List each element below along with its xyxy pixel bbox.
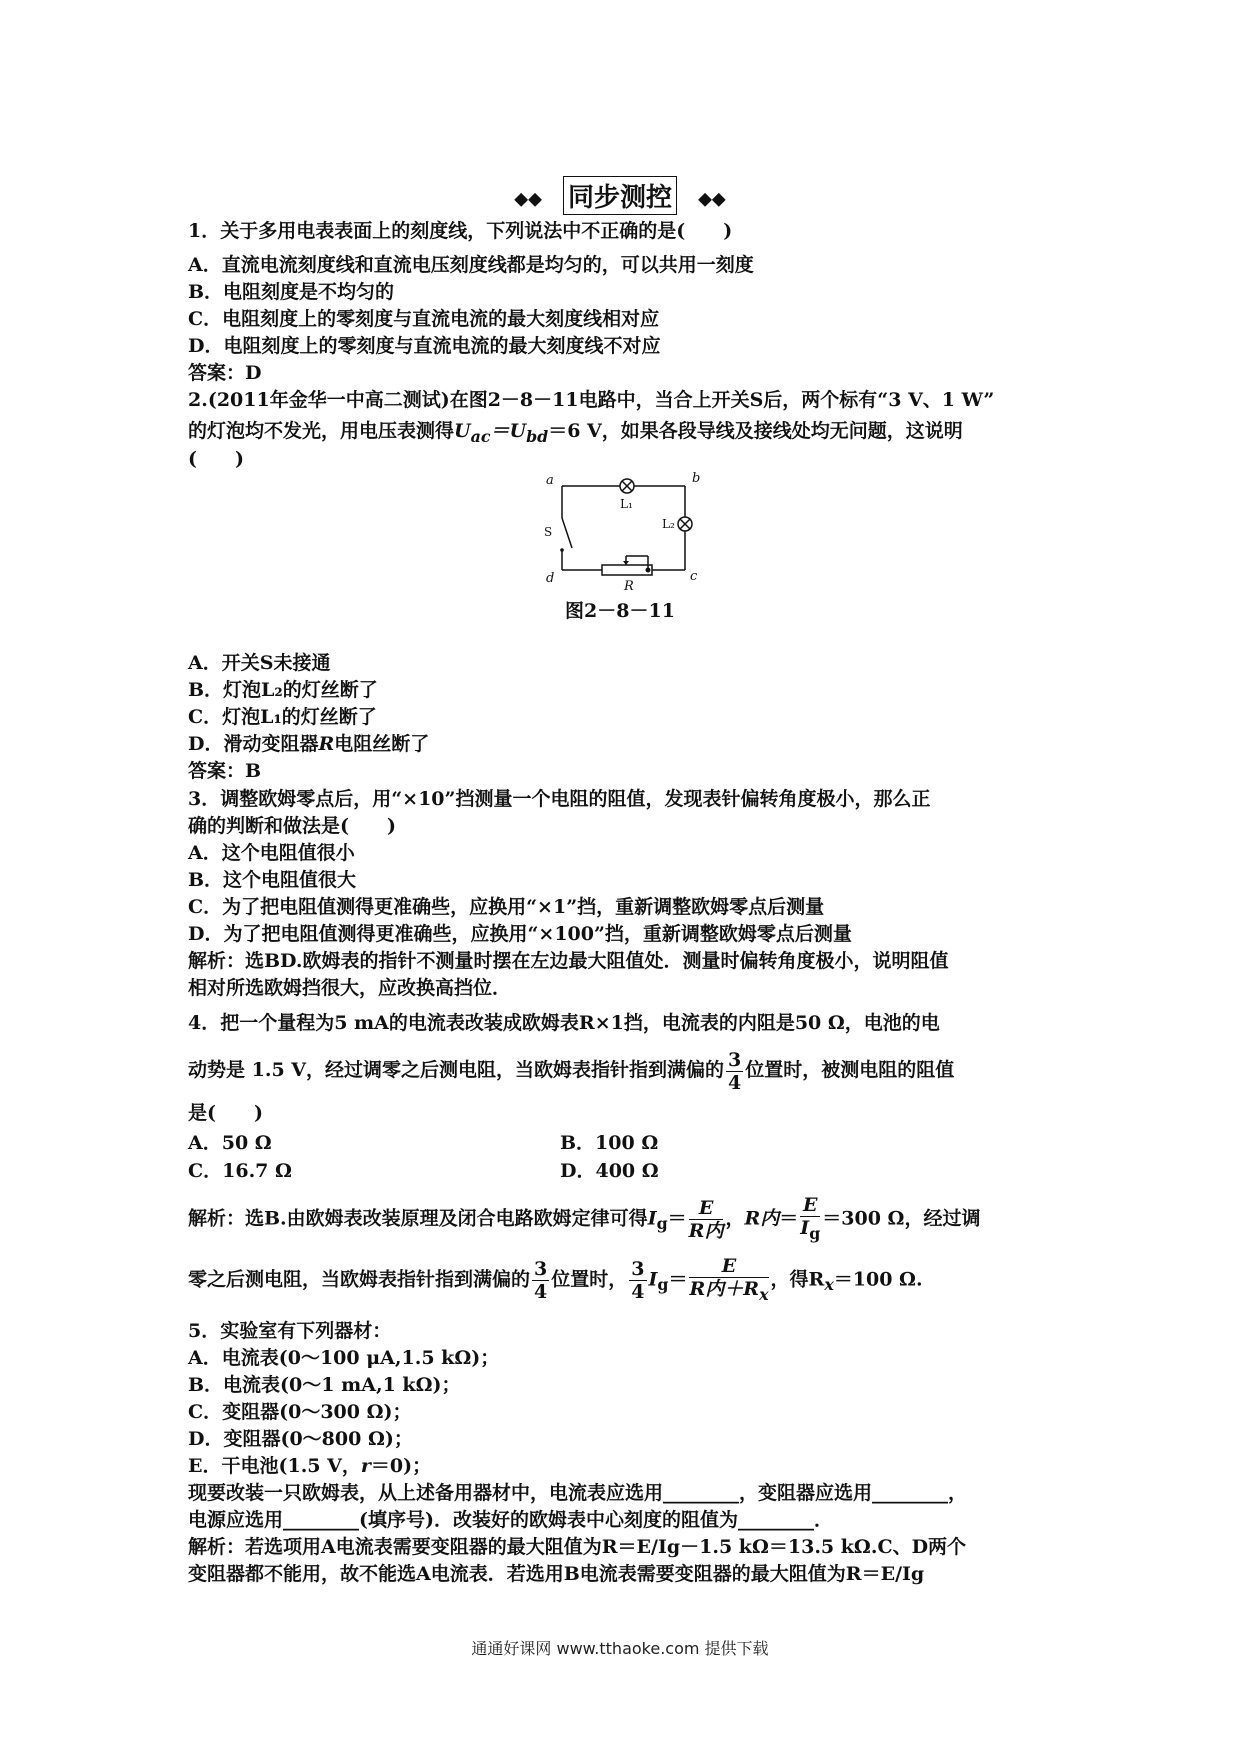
q3-option-c: C．为了把电阻值测得更准确些，应换用“×1”挡，重新调整欧姆零点后测量 — [188, 896, 825, 918]
resistor-r-icon — [602, 565, 652, 575]
q4-stem-line1: 4．把一个量程为5 mA的电流表改装成欧姆表R×1挡，电流表的内阻是50 Ω，电池的电 — [188, 1012, 940, 1034]
q2-u: U — [454, 420, 471, 442]
q4-exp-text3: 零之后测电阻，当欧姆表指针指到满偏的 — [188, 1268, 531, 1291]
fraction-3-4 — [726, 1049, 743, 1094]
q5-explanation-line1: 解析：若选项用A电流表需要变阻器的最大阻值为R＝E/Ig－1.5 kΩ＝13.5 kΩ.C、D两个 — [188, 1536, 967, 1558]
label-c: c — [690, 569, 698, 584]
q2-sub-ac: ac — [470, 426, 491, 446]
q1-stem: 1．关于多用电表表面上的刻度线，下列说法中不正确的是( ) — [188, 220, 733, 242]
q4-ig: I — [647, 1207, 657, 1230]
q4-exp-text5: ，得R — [770, 1268, 825, 1291]
diamond-decoration-icon: ◆◆ — [514, 188, 542, 210]
fraction-3-4-c — [629, 1258, 646, 1303]
q2-stem-line2 — [188, 418, 963, 450]
label-l2: L₂ — [662, 517, 675, 531]
label-r: R — [624, 579, 634, 592]
q1-answer: 答案：D — [188, 362, 262, 384]
q4-option-a: A．50 Ω — [188, 1132, 272, 1154]
q2-stem-line3: ( ) — [188, 448, 244, 470]
q5-stem: 5．实验室有下列器材： — [188, 1320, 392, 1342]
q5-item-a: A．电流表(0～100 μA,1.5 kΩ)； — [188, 1347, 500, 1369]
q2-sub-bd: bd — [526, 426, 549, 446]
q3-stem-line2: 确的判断和做法是( ) — [188, 815, 396, 837]
q2-option-a: A．开关S未接通 — [188, 652, 331, 674]
section-title-text: 同步测控 — [563, 176, 677, 215]
q4-eq: ＝ — [667, 1207, 687, 1230]
q2-option-d — [188, 731, 429, 757]
q3-explanation-line1: 解析：选BD.欧姆表的指针不测量时摆在左边最大阻值处．测量时偏转角度极小，说明阻值 — [188, 950, 949, 972]
q1-option-b: B．电阻刻度是不均匀的 — [188, 281, 395, 303]
label-d: d — [546, 571, 555, 586]
q3-option-b: B．这个电阻值很大 — [188, 869, 357, 891]
fraction-e-ig — [800, 1194, 820, 1245]
q5-item-d: D．变阻器(0～800 Ω)； — [188, 1428, 413, 1450]
q5-item-c: C．变阻器(0～300 Ω)； — [188, 1401, 412, 1423]
q5-e-r: r — [360, 1455, 371, 1477]
section-title — [0, 176, 1240, 215]
q4-ig3: I — [648, 1268, 658, 1291]
q4-explanation-line2 — [188, 1255, 923, 1307]
q5-item-b: B．电流表(0～1 mA,1 kΩ)； — [188, 1374, 461, 1396]
label-a: a — [546, 473, 554, 488]
figure-caption: 图2－8－11 — [565, 600, 675, 622]
frac-rnei: R内 — [688, 1219, 724, 1242]
q5-question-line1: 现要改装一只欧姆表，从上述备用器材中，电流表应选用________，变阻器应选用________， — [188, 1482, 968, 1504]
q5-e-text2: ＝0)； — [370, 1455, 432, 1477]
q5-e-text: E．干电池(1.5 V， — [188, 1455, 361, 1477]
frac-den-b: 4 — [534, 1280, 548, 1303]
q1-option-d: D．电阻刻度上的零刻度与直流电流的最大刻度线不对应 — [188, 335, 661, 357]
q4-sub-x: x — [824, 1275, 834, 1295]
fraction-e-rnei — [689, 1197, 724, 1242]
q4-exp-text4: 位置时， — [551, 1268, 628, 1291]
q3-stem-line1: 3．调整欧姆零点后，用“×10”挡测量一个电阻的阻值，发现表针偏转角度极小，那么正 — [188, 788, 931, 810]
q2-text2: ＝6 V，如果各段导线及接线处均无问题，这说明 — [548, 420, 963, 442]
q5-item-e — [188, 1453, 431, 1479]
q2-option-b: B．灯泡L₂的灯丝断了 — [188, 679, 378, 701]
q5-explanation-line2: 变阻器都不能用，故不能选A电流表．若选用B电流表需要变阻器的最大阻值为R＝E/Ig — [188, 1563, 925, 1585]
q2-text: 的灯泡均不发光，用电压表测得 — [188, 420, 455, 442]
q4-text2: 位置时，被测电阻的阻值 — [745, 1059, 955, 1081]
q4-comma: ， — [725, 1207, 745, 1230]
q2-u2: ＝U — [490, 420, 527, 442]
frac-den: 4 — [728, 1071, 742, 1094]
q2-d-text2: 电阻丝断了 — [334, 733, 430, 755]
q3-option-d: D．为了把电阻值测得更准确些，应换用“×100”挡，重新调整欧姆零点后测量 — [188, 923, 852, 945]
q4-stem-line2 — [188, 1048, 954, 1094]
frac-num-c: 3 — [631, 1257, 645, 1280]
frac-ig: I — [800, 1217, 810, 1239]
q4-sub-g3: g — [657, 1275, 669, 1295]
q1-option-a: A．直流电流刻度线和直流电压刻度线都是均匀的，可以共用一刻度 — [188, 254, 754, 276]
label-b: b — [692, 471, 701, 486]
q4-text: 动势是 1.5 V，经过调零之后测电阻，当欧姆表指针指到满偏的 — [188, 1059, 725, 1081]
diamond-decoration-icon: ◆◆ — [698, 188, 726, 210]
q5-question-line2: 电源应选用________(填序号)．改装好的欧姆表中心刻度的阻值为________． — [188, 1509, 833, 1531]
q2-stem-line1: 2.(2011年金华一中高二测试)在图2－8－11电路中，当合上开关S后，两个标有“3 V、1 W” — [188, 389, 995, 411]
frac-e: E — [689, 1197, 724, 1220]
frac-num-b: 3 — [534, 1257, 548, 1280]
label-l1: L₁ — [620, 497, 633, 511]
frac-e3: E — [689, 1255, 768, 1278]
q3-option-a: A．这个电阻值很小 — [188, 842, 355, 864]
q3-explanation-line2: 相对所选欧姆挡很大，应改换高挡位． — [188, 977, 512, 999]
q4-rnei: R内 — [744, 1207, 780, 1230]
frac-sub-x: x — [759, 1284, 769, 1304]
frac-sub-g: g — [809, 1223, 821, 1243]
q4-exp-text6: ＝100 Ω. — [833, 1268, 923, 1291]
q4-exp-text2: ＝300 Ω，经过调 — [822, 1207, 981, 1230]
q4-exp-text: 解析：选B.由欧姆表改装原理及闭合电路欧姆定律可得 — [188, 1207, 648, 1230]
frac-num: 3 — [728, 1048, 742, 1071]
q4-sub-g: g — [656, 1214, 668, 1234]
switch-s-icon — [562, 518, 572, 548]
q4-option-d: D．400 Ω — [560, 1160, 659, 1182]
q2-answer: 答案：B — [188, 760, 262, 782]
q2-option-c: C．灯泡L₁的灯丝断了 — [188, 706, 377, 728]
circuit-diagram — [540, 470, 720, 592]
q4-stem-line3: 是( ) — [188, 1102, 263, 1124]
q4-option-b: B．100 Ω — [560, 1132, 659, 1154]
q4-eq3: ＝ — [668, 1268, 688, 1291]
fraction-3-4-b — [532, 1258, 549, 1303]
frac-e2: E — [800, 1194, 820, 1217]
frac-den-c: 4 — [631, 1280, 645, 1303]
label-s: S — [544, 525, 553, 539]
fraction-e-rsum — [689, 1255, 768, 1306]
q4-explanation-line1: 解析：选B.由欧姆表改装原理及闭合电路欧姆定律可得$I_g=$ $\frac{E}{\text{R内}}$ ，R内＝ $\frac{E}{I_g}$ ＝300 Ω，经过调 — [188, 1194, 981, 1243]
q1-option-c: C．电阻刻度上的零刻度与直流电流的最大刻度线相对应 — [188, 308, 660, 330]
q2-d-r: R — [318, 733, 335, 755]
q4-option-c: C．16.7 Ω — [188, 1160, 292, 1182]
q2-d-text: D．滑动变阻器 — [188, 733, 319, 755]
frac-rsum: R内＋R — [689, 1278, 760, 1300]
footer-credit: 通通好课网 www.tthaoke.com 提供下载 — [471, 1639, 769, 1658]
